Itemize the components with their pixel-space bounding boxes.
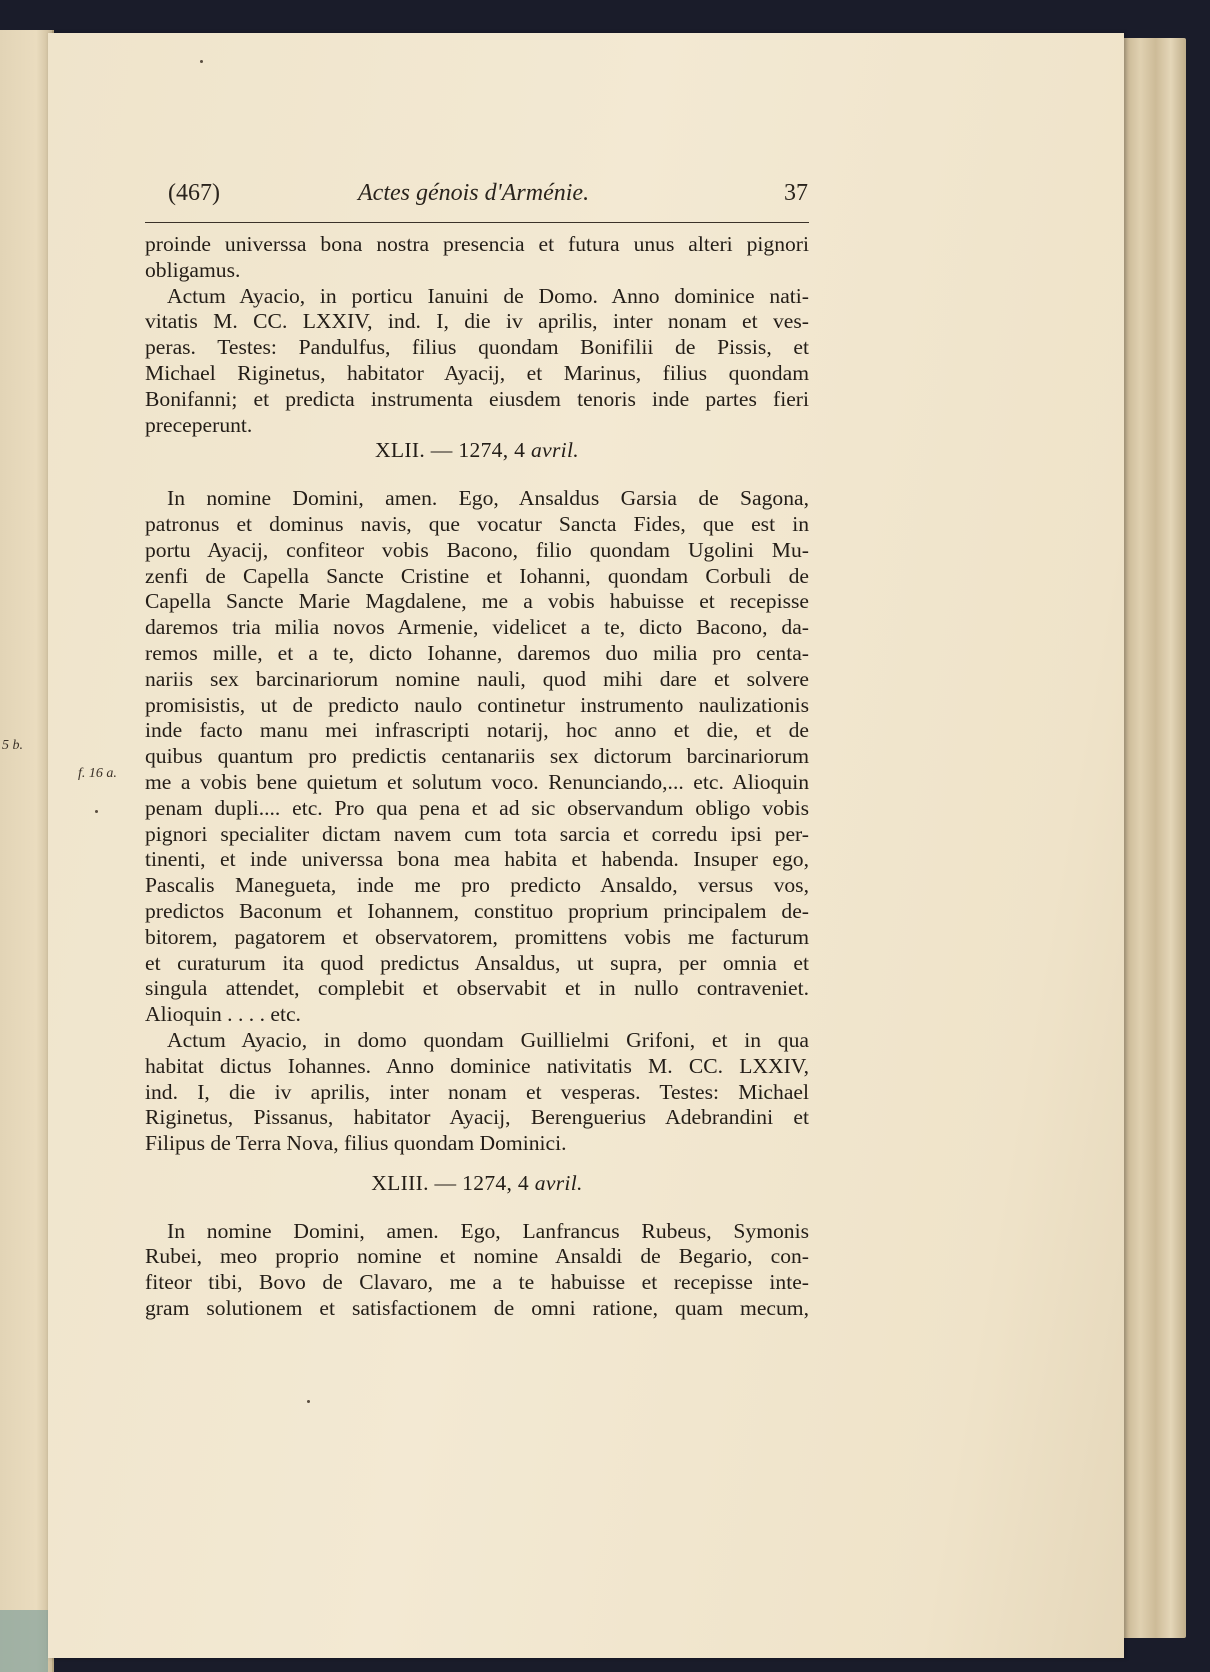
heading-date: — 1274, 4: [434, 1170, 530, 1195]
text-line: bitorem, pagatorem et observatorem, promittens vobis me facturum: [145, 924, 809, 949]
heading-number: XLII.: [375, 438, 426, 463]
text-line: fiteor tibi, Bovo de Clavaro, me a te habuisse et recepisse inte-: [145, 1270, 809, 1295]
text-line: vitatis M. CC. LXXIV, ind. I, die iv aprilis, inter nonam et ves-: [145, 309, 809, 334]
text-line: Riginetus, Pissanus, habitator Ayacij, Berenguerius Adebrandini et: [145, 1105, 809, 1130]
text-line: inde facto manu mei infrascripti notarij, hoc anno et die, et de: [145, 718, 809, 743]
text-line: Capella Sancte Marie Magdalene, me a vobis habuisse et recepisse: [145, 589, 809, 614]
text-line: peras. Testes: Pandulfus, filius quondam Bonifilii de Pissis, et: [145, 335, 809, 360]
spacer: [145, 464, 809, 486]
text-line: remos mille, et a te, dicto Iohanne, daremos duo milia pro centa-: [145, 640, 809, 665]
document-body: [145, 232, 809, 1322]
text-line: pignori specialiter dictam navem cum tota sarcia et corredu ipsi per-: [145, 821, 809, 846]
running-title: Actes génois d'Arménie.: [358, 180, 590, 206]
spacer: [145, 1157, 809, 1171]
paper-speck: [95, 810, 98, 813]
heading-number: XLIII.: [371, 1170, 429, 1195]
text-line: quibus quantum pro predictis centanariis sex dictorum barcinariorum: [145, 744, 809, 769]
text-line: singula attendet, complebit et observabit et in nullo contraveniet.: [145, 976, 809, 1001]
text-line: nariis sex barcinariorum nomine nauli, quod mihi dare et solvere: [145, 666, 809, 691]
page-number: 37: [784, 180, 808, 206]
margin-note-5b: 5 b.: [2, 738, 23, 753]
text-line: gram solutionem et satisfactionem de omni ratione, quam mecum,: [145, 1296, 809, 1321]
document-heading-xlii: [145, 438, 809, 464]
paper-speck: [307, 1400, 310, 1403]
text-line: promisistis, ut de predicto naulo continetur instrumento naulizationis: [145, 692, 809, 717]
text-line: portu Ayacij, confiteor vobis Bacono, filio quondam Ugolini Mu-: [145, 537, 809, 562]
text-line: Bonifanni; et predicta instrumenta eiusdem tenoris inde partes fieri: [145, 386, 809, 411]
text-line: In nomine Domini, amen. Ego, Ansaldus Garsia de Sagona,: [167, 486, 809, 511]
text-line: preceperunt.: [145, 412, 253, 437]
facing-page-edge: [0, 30, 54, 1672]
heading-month: avril.: [534, 1170, 583, 1195]
heading-month: avril.: [530, 438, 579, 463]
spacer: [145, 1197, 809, 1219]
binding-cloth: [0, 1610, 48, 1672]
text-line: In nomine Domini, amen. Ego, Lanfrancus Rubeus, Symonis: [167, 1218, 809, 1243]
paragraph-block-1: [145, 232, 809, 438]
paragraph-block-3: [145, 1219, 809, 1322]
text-line: tinenti, et inde universsa bona mea habita et habenda. Insuper ego,: [145, 847, 809, 872]
text-line: habitat dictus Iohannes. Anno dominice nativitatis M. CC. LXXIV,: [145, 1053, 809, 1078]
text-line: Rubei, meo proprio nomine et nomine Ansaldi de Begario, con-: [145, 1244, 809, 1269]
text-line: obligamus.: [145, 257, 241, 282]
text-line: me a vobis bene quietum et solutum voco. Renunciando,... etc. Alioquin: [145, 769, 809, 794]
text-line: ind. I, die iv aprilis, inter nonam et vesperas. Testes: Michael: [145, 1079, 809, 1104]
heading-date: — 1274, 4: [430, 438, 526, 463]
text-line: Michael Riginetus, habitator Ayacij, et Marinus, filius quondam: [145, 360, 809, 385]
text-line: Filipus de Terra Nova, filius quondam Dominici.: [145, 1131, 567, 1156]
text-line: Actum Ayacio, in porticu Ianuini de Domo. Anno dominice nati-: [167, 283, 809, 308]
running-header: [168, 180, 808, 220]
document-heading-xliii: [145, 1171, 809, 1197]
page-reference: (467): [168, 180, 220, 206]
text-line: Alioquin . . . . etc.: [145, 1002, 301, 1027]
text-line: proinde universsa bona nostra presencia et futura unus alteri pignori: [145, 232, 809, 256]
text-line: penam dupli.... etc. Pro qua pena et ad sic observandum obligo vobis: [145, 795, 809, 820]
header-rule: [145, 222, 809, 223]
text-line: patronus et dominus navis, que vocatur Sancta Fides, que est in: [145, 511, 809, 536]
margin-note-f16a: f. 16 a.: [78, 766, 117, 781]
text-line: daremos tria milia novos Armenie, videlicet a te, dicto Bacono, da-: [145, 615, 809, 640]
text-line: predictos Baconum et Iohannem, constituo proprium principalem de-: [145, 898, 809, 923]
text-line: et curaturum ita quod predictus Ansaldus, ut supra, per omnia et: [145, 950, 809, 975]
text-line: Pascalis Manegueta, inde me pro predicto Ansaldo, versus vos,: [145, 873, 809, 898]
paragraph-block-2: [145, 486, 809, 1157]
text-line: Actum Ayacio, in domo quondam Guillielmi Grifoni, et in qua: [167, 1027, 809, 1052]
text-line: zenfi de Capella Sancte Cristine et Iohanni, quondam Corbuli de: [145, 563, 809, 588]
paper-speck: [200, 60, 203, 63]
